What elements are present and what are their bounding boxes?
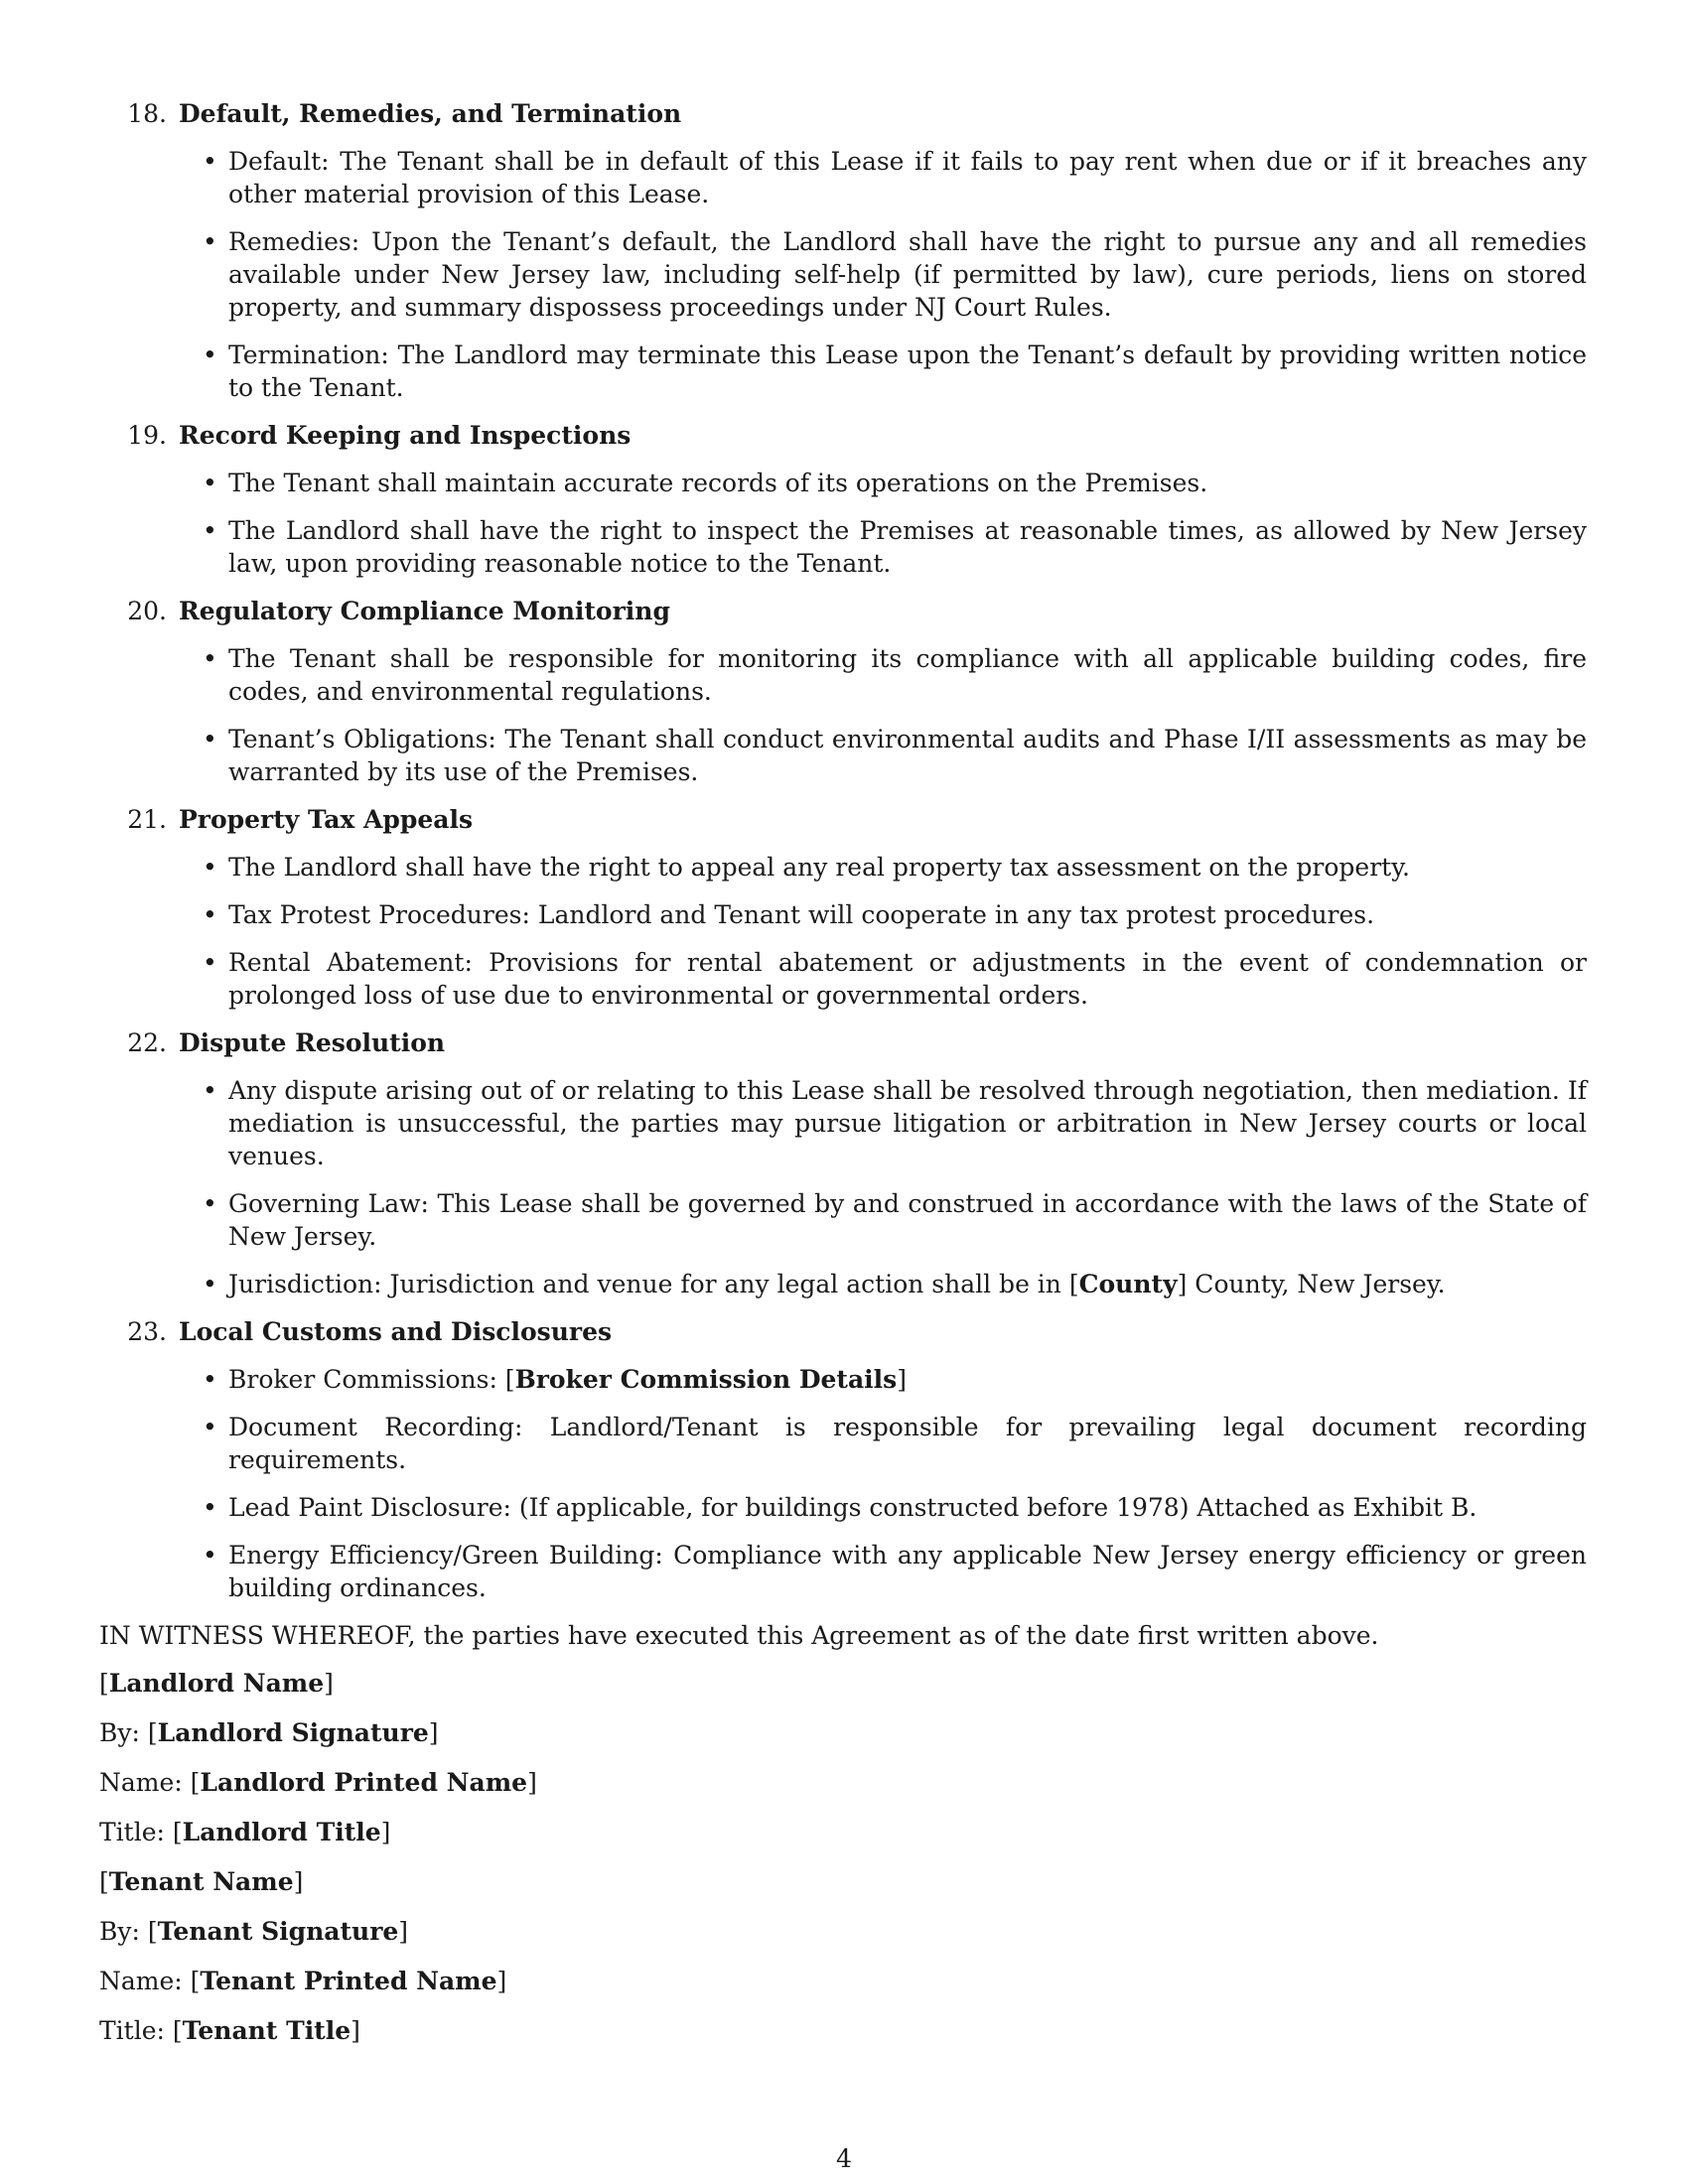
signature-line (99, 1766, 1587, 1799)
item-text: Jurisdiction: Jurisdiction and venue for any legal action shall be in [ (228, 1270, 1079, 1298)
item-text: ] County, New Jersey. (1177, 1270, 1446, 1298)
page-number: 4 (836, 2144, 852, 2173)
section-21 (99, 803, 1587, 1012)
section-items (99, 851, 1587, 1012)
sig-suffix: ] (351, 2016, 360, 2045)
section-items (99, 467, 1587, 580)
sig-suffix: ] (428, 1718, 439, 1747)
section-18 (99, 97, 1587, 404)
signature-line (99, 2014, 1587, 2047)
list-item: • The Landlord shall have the right to appeal any real property tax assessment on the property. (228, 851, 1587, 884)
signature-line (99, 1716, 1587, 1749)
section-number: 18. (127, 99, 167, 128)
section-items (99, 1363, 1587, 1604)
witness-clause: IN WITNESS WHEREOF, the parties have executed this Agreement as of the date first written above. (99, 1621, 1379, 1650)
list-item: • Rental Abatement: Provisions for rental abatement or adjustments in the event of condemnation or prolonged loss of use due to environmental or governmental orders. (228, 946, 1587, 1012)
sig-prefix: [ (99, 1669, 109, 1698)
signature-line (99, 1816, 1587, 1848)
list-item: • Tenant’s Obligations: The Tenant shall conduct environmental audits and Phase I/II assessments as may be warranted by its use of the Premises. (228, 723, 1587, 788)
section-number: 20. (127, 597, 167, 625)
signature-line (99, 1965, 1587, 1997)
list-item: • Tax Protest Procedures: Landlord and Tenant will cooperate in any tax protest procedures. (228, 898, 1587, 931)
sig-placeholder: Landlord Signature (157, 1718, 429, 1747)
list-item: • Default: The Tenant shall be in default of this Lease if it fails to pay rent when due or if it breaches any other material provision of this Lease. (228, 145, 1587, 210)
list-item (228, 1268, 1587, 1300)
section-title: Property Tax Appeals (179, 805, 474, 834)
signature-line (99, 1915, 1587, 1948)
sig-placeholder: Tenant Printed Name (200, 1967, 497, 1995)
sig-placeholder: Landlord Printed Name (200, 1768, 528, 1797)
placeholder-broker-commission: Broker Commission Details (514, 1365, 898, 1394)
sig-suffix: ] (496, 1967, 507, 1995)
section-19 (99, 419, 1587, 580)
sig-prefix: By: [ (99, 1917, 158, 1946)
sig-suffix: ] (380, 1818, 391, 1846)
section-items (99, 642, 1587, 788)
item-text: ] (897, 1365, 907, 1394)
section-22 (99, 1026, 1587, 1300)
list-item: • Lead Paint Disclosure: (If applicable, for buildings constructed before 1978) Attached as Exhibit B. (228, 1491, 1587, 1524)
section-title: Record Keeping and Inspections (179, 421, 632, 450)
section-list (99, 97, 1587, 1604)
section-heading (99, 1315, 1587, 1348)
sig-prefix: Name: [ (99, 1768, 201, 1797)
document-page (99, 97, 1587, 2064)
section-number: 22. (127, 1028, 167, 1057)
sig-suffix: ] (527, 1768, 537, 1797)
sig-prefix: [ (99, 1867, 109, 1896)
sig-suffix: ] (293, 1867, 304, 1896)
section-title: Local Customs and Disclosures (179, 1317, 613, 1346)
list-item: • Document Recording: Landlord/Tenant is responsible for prevailing legal document recording requirements. (228, 1411, 1587, 1476)
item-text: Broker Commissions: [ (228, 1365, 515, 1394)
sig-prefix: By: [ (99, 1718, 158, 1747)
sig-prefix: Name: [ (99, 1967, 201, 1995)
list-item: • The Tenant shall maintain accurate records of its operations on the Premises. (228, 467, 1587, 499)
section-heading (99, 419, 1587, 452)
section-20 (99, 595, 1587, 788)
signature-line (99, 1667, 1587, 1700)
sig-placeholder: Landlord Title (182, 1818, 381, 1846)
placeholder-county: County (1078, 1270, 1178, 1298)
section-title: Dispute Resolution (179, 1028, 446, 1057)
sig-placeholder: Tenant Name (108, 1867, 294, 1896)
signature-block (99, 1667, 1587, 2047)
section-heading (99, 803, 1587, 836)
section-heading (99, 97, 1587, 130)
sig-prefix: Title: [ (99, 2016, 183, 2045)
list-item: • Termination: The Landlord may terminate this Lease upon the Tenant’s default by providing written notice to the Tenant. (228, 339, 1587, 404)
sig-suffix: ] (324, 1669, 334, 1698)
section-number: 21. (127, 805, 167, 834)
section-title: Regulatory Compliance Monitoring (179, 597, 670, 625)
section-items (99, 1074, 1587, 1300)
section-23 (99, 1315, 1587, 1604)
section-heading (99, 595, 1587, 627)
section-number: 19. (127, 421, 167, 450)
list-item: • Governing Law: This Lease shall be governed by and construed in accordance with the laws of the State of New Jersey. (228, 1187, 1587, 1253)
signature-line (99, 1865, 1587, 1898)
section-items (99, 145, 1587, 404)
section-heading (99, 1026, 1587, 1059)
list-item: • Remedies: Upon the Tenant’s default, the Landlord shall have the right to pursue any and all remedies available under New Jersey law, including self-help (if permitted by law), cure periods, liens on stored property, and summary dispossess proceedings under NJ Court Rules. (228, 225, 1587, 324)
list-item: • The Landlord shall have the right to inspect the Premises at reasonable times, as allowed by New Jersey law, upon providing reasonable notice to the Tenant. (228, 514, 1587, 580)
section-number: 23. (127, 1317, 167, 1346)
list-item: • The Tenant shall be responsible for monitoring its compliance with all applicable building codes, fire codes, and environmental regulations. (228, 642, 1587, 708)
list-item (228, 1363, 1587, 1396)
section-title: Default, Remedies, and Termination (179, 99, 682, 128)
sig-placeholder: Tenant Title (182, 2016, 352, 2045)
sig-placeholder: Tenant Signature (157, 1917, 399, 1946)
list-item: • Any dispute arising out of or relating to this Lease shall be resolved through negotiation, then mediation. If mediation is unsuccessful, the parties may pursue litigation or arbitration in New Jersey courts or local venues. (228, 1074, 1587, 1172)
sig-placeholder: Landlord Name (108, 1669, 325, 1698)
list-item: • Energy Efficiency/Green Building: Compliance with any applicable New Jersey energy efficiency or green building ordinances. (228, 1539, 1587, 1604)
sig-prefix: Title: [ (99, 1818, 183, 1846)
sig-suffix: ] (398, 1917, 409, 1946)
